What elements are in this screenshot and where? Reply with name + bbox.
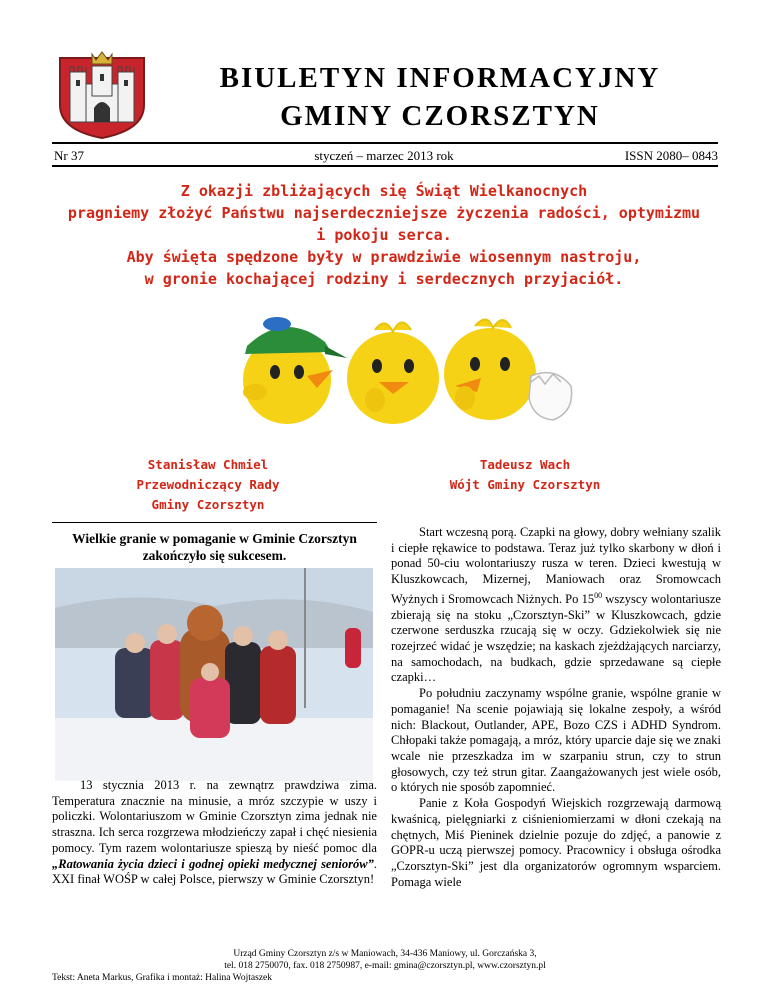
article-right-p1b: wszyscy wolontariusze zbierają się na stoku „Czorsztyn-Ski” w Kluszkowcach, gdzie czerwone serduszka rzucają się w oczy. Gdziekolwiek się nie rozejrzeć widać je wszędzie; na kaskach zjeżdżających narciarzy, na samochodach, na budkach, gdzie sprzedawane są ciepłe czapki… (391, 591, 721, 685)
chick-with-cap (243, 317, 347, 424)
bulletin-title-line1: BIULETYN INFORMACYJNY (219, 62, 661, 94)
signature-line: Gminy Czorsztyn (151, 497, 265, 512)
issn: ISSN 2080– 0843 (624, 148, 718, 163)
footer (52, 948, 718, 984)
greeting-line: Aby święta spędzone były w prawdziwie wiosennym nastroju, (126, 248, 642, 266)
easter-chicks-illustration (225, 302, 580, 432)
article-left-emphasis: „Ratowania życia dzieci i godnej opieki medycznej seniorów” (52, 856, 374, 871)
issue-date: styczeń – marzec 2013 rok (314, 148, 454, 163)
footer-credits: Tekst: Aneta Markus, Grafika i montaż: Halina Wojtaszek (52, 973, 272, 983)
article-right-text (391, 525, 721, 890)
header-rule-top (52, 142, 718, 144)
greeting-line: Z okazji zbliżających się Świąt Wielkanocnych (180, 182, 588, 200)
chick-with-egg (444, 319, 572, 420)
footer-address: Urząd Gminy Czorsztyn z/s w Maniowach, 34-436 Maniowy, ul. Gorczańska 3, (233, 949, 537, 959)
volunteers-photo (55, 568, 373, 781)
article-right-p1-sup: 00 (594, 590, 603, 600)
signature-line: Przewodniczący Rady (136, 477, 280, 492)
article-title-rule (52, 522, 377, 523)
article-title: Wielkie granie w pomaganie w Gminie Czorsztyn zakończyło się sukcesem. (72, 531, 357, 563)
greeting-line: pragniemy złożyć Państwu najserdeczniejsze życzenia radości, optymizmu (67, 204, 701, 222)
signature-chairman (108, 455, 308, 515)
article-left-text-b: . XXI finał WOŚP w całej Polsce, pierwszy w Gminie Czorsztyn! (52, 856, 377, 887)
article-right-p1a: Start wczesną porą. Czapki na głowy, dobry wełniany szalik i ciepłe rękawice to podstawa. Teraz już tylko skarbony w dłoń i ponad 50-ciu wolontariuszy rusza w teren. Dzieci kwestują w Kluszkowcach, Mizernej, Maniowach oraz Sromowcach Wyżnych i Sromowcach Niżnych. Po 15 (391, 525, 721, 606)
signature-line: Tadeusz Wach (479, 457, 571, 472)
greeting-line: i pokoju serca. (316, 226, 452, 244)
article-left-text-a: 13 stycznia 2013 r. na zewnątrz prawdziwa zima. Temperatura znacznie na minusie, a mróz szczypie w uszy i policzki. Wolontariuszom w Gminie Czorsztyn zima jednak nie straszna. Ich serca rozgrzewa młodzieńczy zapał i chęć niesienia pomocy. Tym razem wolontariusze spieszą by nieść pomoc dla (52, 778, 377, 855)
article-right-p2: Po południu zaczynamy wspólne granie, wspólne granie w pomaganie! Na scenie pojawiają się lokalne zespoły, a wśród nich: Blackout, Outlander, APE, Bozo CZS i ADHD Syndrom. Chłopaki także pomagają, a mróz, który uparcie daje się we znaki wcale nie przeszkadza im w szarpaniu strun, czy to strun głosowych, czy też strun gitar. Zaangażowanych jest wiele osób, o których nie sposób zapomnieć. (391, 686, 721, 795)
chick-middle (347, 322, 439, 424)
signature-mayor (415, 455, 635, 495)
article-left-text (52, 778, 377, 888)
bulletin-title-line2: GMINY CZORSZTYN (280, 100, 600, 132)
header-rule-bottom (52, 165, 718, 167)
greeting-line: w gronie kochającej rodziny i serdecznych przyjaciół. (144, 270, 624, 288)
signature-line: Wójt Gminy Czorsztyn (449, 477, 601, 492)
footer-contact: tel. 018 2750070, fax. 018 2750987, e-mail: gmina@czorsztyn.pl, www.czorsztyn.pl (224, 961, 546, 971)
signature-line: Stanisław Chmiel (147, 457, 269, 472)
coat-of-arms-icon (52, 50, 152, 140)
easter-greeting (30, 180, 738, 290)
issue-number: Nr 37 (54, 148, 84, 163)
article-right-p3: Panie z Koła Gospodyń Wiejskich rozgrzewają darmową kwaśnicą, pielęgniarki z ciśnieniomierzami w dłoni czekają na chętnych, Miś Pieninek dzielnie pozuje do zdjęć, a panowie z GOPR-u uczą pierwszej pomocy. Pracownicy i obsługa ośrodka „Czorsztyn-Ski” jest dla organizatorów ogromnym wsparciem. Pomaga wiele (391, 796, 721, 889)
